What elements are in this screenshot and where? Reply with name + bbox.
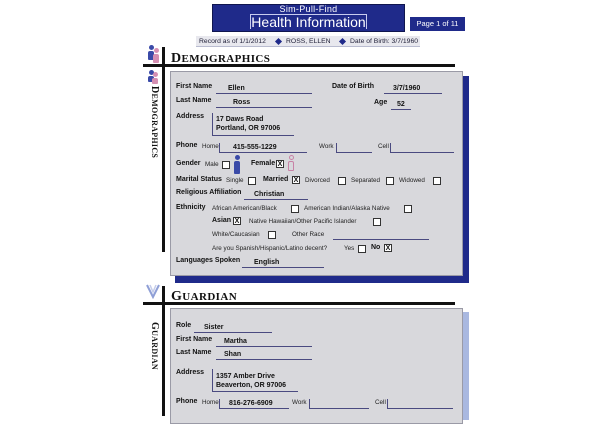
last-name-label: Last Name [176, 97, 212, 104]
page-indicator[interactable]: Page 1 of 11 [410, 17, 465, 31]
last-name-value: Ross [233, 99, 251, 106]
dob-value: 3/7/1960 [393, 85, 421, 92]
languages-value: English [254, 259, 280, 266]
guardian-vertical-rule [162, 286, 165, 416]
hispanic-yes-checkbox[interactable] [358, 245, 366, 253]
guardian-first-name-value: Martha [224, 338, 247, 345]
ethnicity-other-label: Other Race [292, 231, 325, 238]
first-name-label: First Name [176, 83, 213, 90]
phone-label: Phone [176, 142, 198, 149]
patient-dob: Date of Birth: 3/7/1960 [350, 38, 419, 45]
marital-single-checkbox[interactable] [248, 177, 256, 185]
guardian-shield-icon [146, 283, 160, 299]
marital-separated-checkbox[interactable] [386, 177, 394, 185]
phone-cell-field[interactable] [390, 143, 454, 153]
languages-label: Languages Spoken [176, 257, 241, 264]
phone-cell-label: Cell [378, 143, 389, 150]
ethnicity-pacific-label: Native Hawaiian/Other Pacific Islander [249, 218, 357, 225]
hispanic-question: Are you Spanish/Hispanic/Latino decent? [212, 245, 328, 252]
header-subtitle: Sim-Pull-Find [279, 4, 338, 14]
gender-male-checkbox[interactable] [222, 161, 230, 169]
ethnicity-white-checkbox[interactable] [268, 231, 276, 239]
phone-work-field[interactable] [336, 143, 372, 153]
ethnicity-white-label: White/Caucasian [212, 231, 260, 238]
marital-married-checkbox[interactable]: X [293, 177, 299, 184]
gender-male-label: Male [205, 161, 219, 168]
phone-work-label: Work [319, 143, 334, 150]
ethnicity-native-american-label: American Indian/Alaska Native [304, 205, 390, 212]
guardian-phone-work-field[interactable] [309, 399, 369, 409]
ethnicity-african-label: African American/Black [212, 205, 277, 212]
ethnicity-pacific-checkbox[interactable] [373, 218, 381, 226]
hispanic-no-checkbox[interactable]: X [385, 245, 391, 252]
guardian-side-label: GUARDIAN [149, 322, 160, 370]
ethnicity-asian-label: Asian [212, 217, 232, 224]
guardian-address-line2: Beaverton, OR 97006 [216, 382, 287, 389]
address-line1: 17 Daws Road [216, 116, 264, 123]
guardian-first-name-label: First Name [176, 336, 213, 343]
age-label: Age [374, 99, 388, 106]
phone-home-label: Home [202, 143, 219, 150]
marital-status-label: Marital Status [176, 176, 222, 183]
guardian-phone-cell-label: Cell [375, 399, 386, 406]
marital-divorced-label: Divorced [305, 177, 330, 184]
guardian-address-line1: 1357 Amber Drive [216, 373, 275, 380]
hispanic-no-label: No [371, 244, 381, 251]
male-icon [234, 155, 240, 174]
marital-widowed-checkbox[interactable] [433, 177, 441, 185]
record-as-of: Record as of 1/1/2012 [199, 38, 266, 45]
guardian-address-label: Address [176, 369, 205, 376]
demographics-heading: DEMOGRAPHICS [171, 51, 271, 66]
demographics-side-label: DEMOGRAPHICS [149, 86, 160, 159]
hispanic-yes-label: Yes [344, 245, 355, 252]
gender-female-checkbox[interactable]: X [277, 161, 283, 168]
address-line2: Portland, OR 97006 [216, 125, 281, 132]
guardian-role-value: Sister [204, 324, 224, 331]
first-name-value: Ellen [228, 85, 245, 92]
header-title: Health Information [251, 14, 366, 30]
address-label: Address [176, 113, 205, 120]
marital-married-label: Married [263, 176, 289, 183]
marital-separated-label: Separated [351, 177, 381, 184]
guardian-phone-cell-field[interactable] [387, 399, 453, 409]
dob-label: Date of Birth [332, 83, 374, 90]
ethnicity-other-field[interactable] [333, 231, 429, 240]
guardian-phone-work-label: Work [292, 399, 307, 406]
guardian-role-label: Role [176, 322, 192, 329]
guardian-heading: GUARDIAN [171, 289, 238, 304]
age-value: 52 [397, 101, 405, 108]
phone-home-value: 415-555-1229 [233, 144, 277, 151]
guardian-phone-home-value: 816-276-6909 [229, 400, 273, 407]
ethnicity-african-checkbox[interactable] [291, 205, 299, 213]
marital-divorced-checkbox[interactable] [338, 177, 346, 185]
guardian-last-name-value: Shan [224, 351, 242, 358]
gender-female-label: Female [251, 160, 276, 167]
ethnicity-asian-checkbox[interactable]: X [234, 218, 240, 225]
religion-label: Religious Affiliation [176, 189, 242, 196]
guardian-last-name-label: Last Name [176, 349, 212, 356]
guardian-phone-home-label: Home [202, 399, 219, 406]
religion-value: Christian [254, 191, 285, 198]
last-name-field[interactable] [216, 98, 312, 108]
ethnicity-native-american-checkbox[interactable] [404, 205, 412, 213]
ethnicity-label: Ethnicity [176, 204, 206, 211]
marital-single-label: Single [226, 177, 244, 184]
marital-widowed-label: Widowed [399, 177, 425, 184]
guardian-phone-label: Phone [176, 398, 198, 405]
gender-label: Gender [176, 160, 201, 167]
demographics-vertical-rule [162, 47, 165, 252]
female-icon [288, 155, 294, 171]
patient-name: ROSS, ELLEN [286, 38, 331, 45]
